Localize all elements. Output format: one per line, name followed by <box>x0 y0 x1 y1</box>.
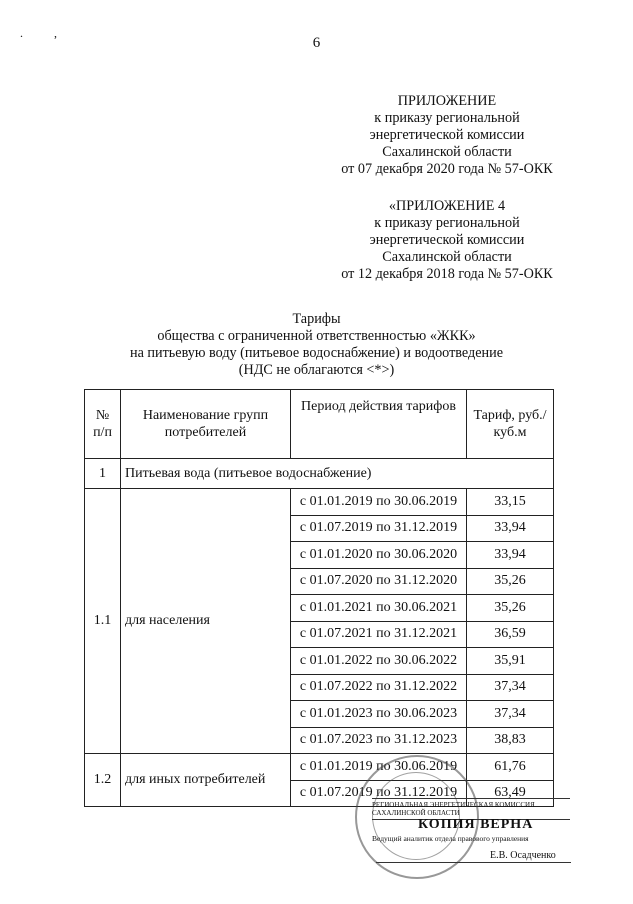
period-cell: с 01.07.2020 по 31.12.2020 <box>291 568 467 595</box>
appendix-line: к приказу региональной <box>374 110 520 126</box>
consumer-group-name: для иных потребителей <box>121 754 291 807</box>
table-header-row <box>85 390 554 459</box>
appendix-block <box>312 93 582 178</box>
appendix4-title: «ПРИЛОЖЕНИЕ 4 <box>388 198 506 214</box>
stamp-certified-copy: КОПИЯ ВЕРНА <box>418 817 534 832</box>
title-line: на питьевую воду (питьевое водоснабжение) и водоотведение <box>129 345 503 361</box>
section-row <box>85 459 554 489</box>
appendix-date: от 07 декабря 2020 года № 57-ОКК <box>341 161 553 177</box>
scan-marks: . , <box>20 26 71 40</box>
appendix-line: энергетической комиссии <box>369 127 525 143</box>
section-label: Питьевая вода (питьевое водоснабжение) <box>121 459 554 489</box>
tariff-cell: 35,91 <box>467 648 554 675</box>
table-row <box>85 489 554 516</box>
tariff-cell: 36,59 <box>467 621 554 648</box>
tariff-cell: 37,34 <box>467 674 554 701</box>
tariff-cell: 33,94 <box>467 515 554 542</box>
period-cell: с 01.07.2019 по 31.12.2019 <box>291 780 467 807</box>
period-cell: с 01.01.2019 по 30.06.2019 <box>291 754 467 781</box>
row-num: 1.1 <box>85 489 121 754</box>
appendix-line: Сахалинской области <box>382 144 512 160</box>
tariff-cell: 35,26 <box>467 595 554 622</box>
period-cell: с 01.01.2023 по 30.06.2023 <box>291 701 467 728</box>
appendix4-line: Сахалинской области <box>382 249 512 265</box>
tariff-table <box>84 389 554 807</box>
appendix4-line: к приказу региональной <box>374 215 520 231</box>
section-num: 1 <box>85 459 121 489</box>
tariff-cell: 35,26 <box>467 568 554 595</box>
stamp-signatory: Е.В. Осадченко <box>490 850 556 861</box>
tariff-cell: 33,94 <box>467 542 554 569</box>
header-tariff: Тариф, руб./куб.м <box>467 390 554 459</box>
period-cell: с 01.07.2023 по 31.12.2023 <box>291 727 467 754</box>
period-cell: с 01.07.2022 по 31.12.2022 <box>291 674 467 701</box>
appendix4-line: энергетической комиссии <box>369 232 525 248</box>
tariff-cell: 37,34 <box>467 701 554 728</box>
appendix4-block <box>312 198 582 283</box>
period-cell: с 01.01.2020 по 30.06.2020 <box>291 542 467 569</box>
period-cell: с 01.01.2022 по 30.06.2022 <box>291 648 467 675</box>
stamp-header: РЕГИОНАЛЬНАЯ ЭНЕРГЕТИЧЕСКАЯ КОМИССИЯ САХАЛИНСКОЙ ОБЛАСТИ <box>372 798 570 820</box>
header-name: Наименование групп потребителей <box>121 390 291 459</box>
tariff-cell: 63,49 <box>467 780 554 807</box>
period-cell: с 01.01.2019 по 30.06.2019 <box>291 489 467 516</box>
tariff-cell: 33,15 <box>467 489 554 516</box>
row-num: 1.2 <box>85 754 121 807</box>
period-cell: с 01.07.2019 по 31.12.2019 <box>291 515 467 542</box>
header-num: № п/п <box>85 390 121 459</box>
title-line: общества с ограниченной ответственностью «ЖКК» <box>157 328 476 344</box>
page-number: 6 <box>312 35 321 51</box>
group-population <box>85 489 554 754</box>
appendix-title: ПРИЛОЖЕНИЕ <box>397 93 497 109</box>
consumer-group-name: для населения <box>121 489 291 754</box>
table-row <box>85 754 554 781</box>
header-period: Период действия тарифов <box>291 390 467 459</box>
appendix4-date: от 12 декабря 2018 года № 57-ОКК <box>341 266 553 282</box>
title-line: (НДС не облагаются <*>) <box>238 362 395 378</box>
title-line: Тарифы <box>292 311 341 327</box>
stamp-bottom-line <box>376 862 571 863</box>
document-title <box>0 311 633 379</box>
stamp-position: Ведущий аналитик отдела правового управления <box>372 834 529 843</box>
tariff-cell: 61,76 <box>467 754 554 781</box>
tariff-cell: 38,83 <box>467 727 554 754</box>
period-cell: с 01.01.2021 по 30.06.2021 <box>291 595 467 622</box>
period-cell: с 01.07.2021 по 31.12.2021 <box>291 621 467 648</box>
